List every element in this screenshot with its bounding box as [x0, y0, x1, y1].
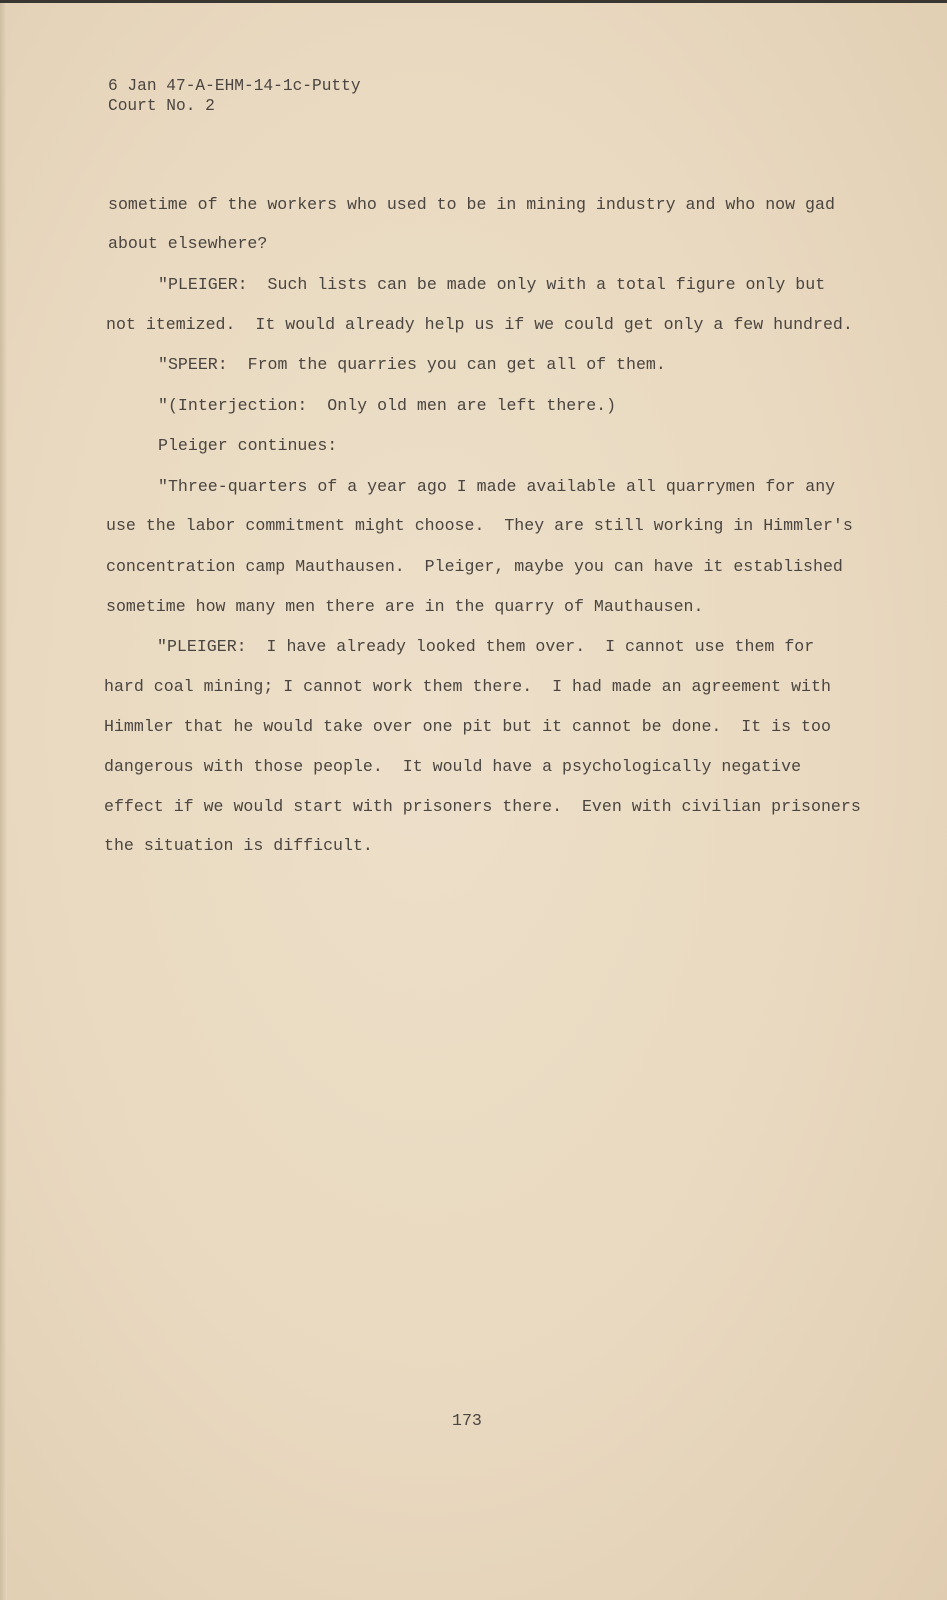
text-line: not itemized. It would already help us if we could get only a few hundred. — [106, 315, 853, 334]
text-line: dangerous with those people. It would have a psychologically negative — [104, 757, 802, 776]
text-line: about elsewhere? — [108, 234, 268, 253]
text-line: the situation is difficult. — [104, 836, 373, 855]
page-top-border — [0, 0, 947, 3]
text-line: use the labor commitment might choose. They are still working in Himmler's — [106, 516, 853, 535]
page-edge — [0, 0, 7, 1600]
text-line: "SPEER: From the quarries you can get all of them. — [158, 355, 666, 374]
text-line: "Three-quarters of a year ago I made available all quarrymen for any — [158, 477, 836, 496]
text-line: sometime how many men there are in the quarry of Mauthausen. — [106, 597, 704, 616]
text-line: sometime of the workers who used to be in mining industry and who now gad — [108, 195, 835, 214]
text-line: effect if we would start with prisoners there. Even with civilian prisoners — [104, 797, 861, 816]
header-reference: 6 Jan 47-A-EHM-14-1c-Putty — [108, 77, 361, 95]
text-line: Himmler that he would take over one pit but it cannot be done. It is too — [104, 717, 831, 736]
text-line: concentration camp Mauthausen. Pleiger, maybe you can have it established — [106, 557, 843, 576]
text-line: Pleiger continues: — [158, 436, 338, 455]
text-line: "PLEIGER: I have already looked them over. I cannot use them for — [157, 637, 815, 656]
text-line: hard coal mining; I cannot work them there. I had made an agreement with — [104, 677, 831, 696]
header-court: Court No. 2 — [108, 97, 215, 115]
page-number: 173 — [452, 1411, 482, 1430]
text-line: "(Interjection: Only old men are left there.) — [158, 396, 617, 415]
text-line: "PLEIGER: Such lists can be made only with a total figure only but — [158, 275, 826, 294]
